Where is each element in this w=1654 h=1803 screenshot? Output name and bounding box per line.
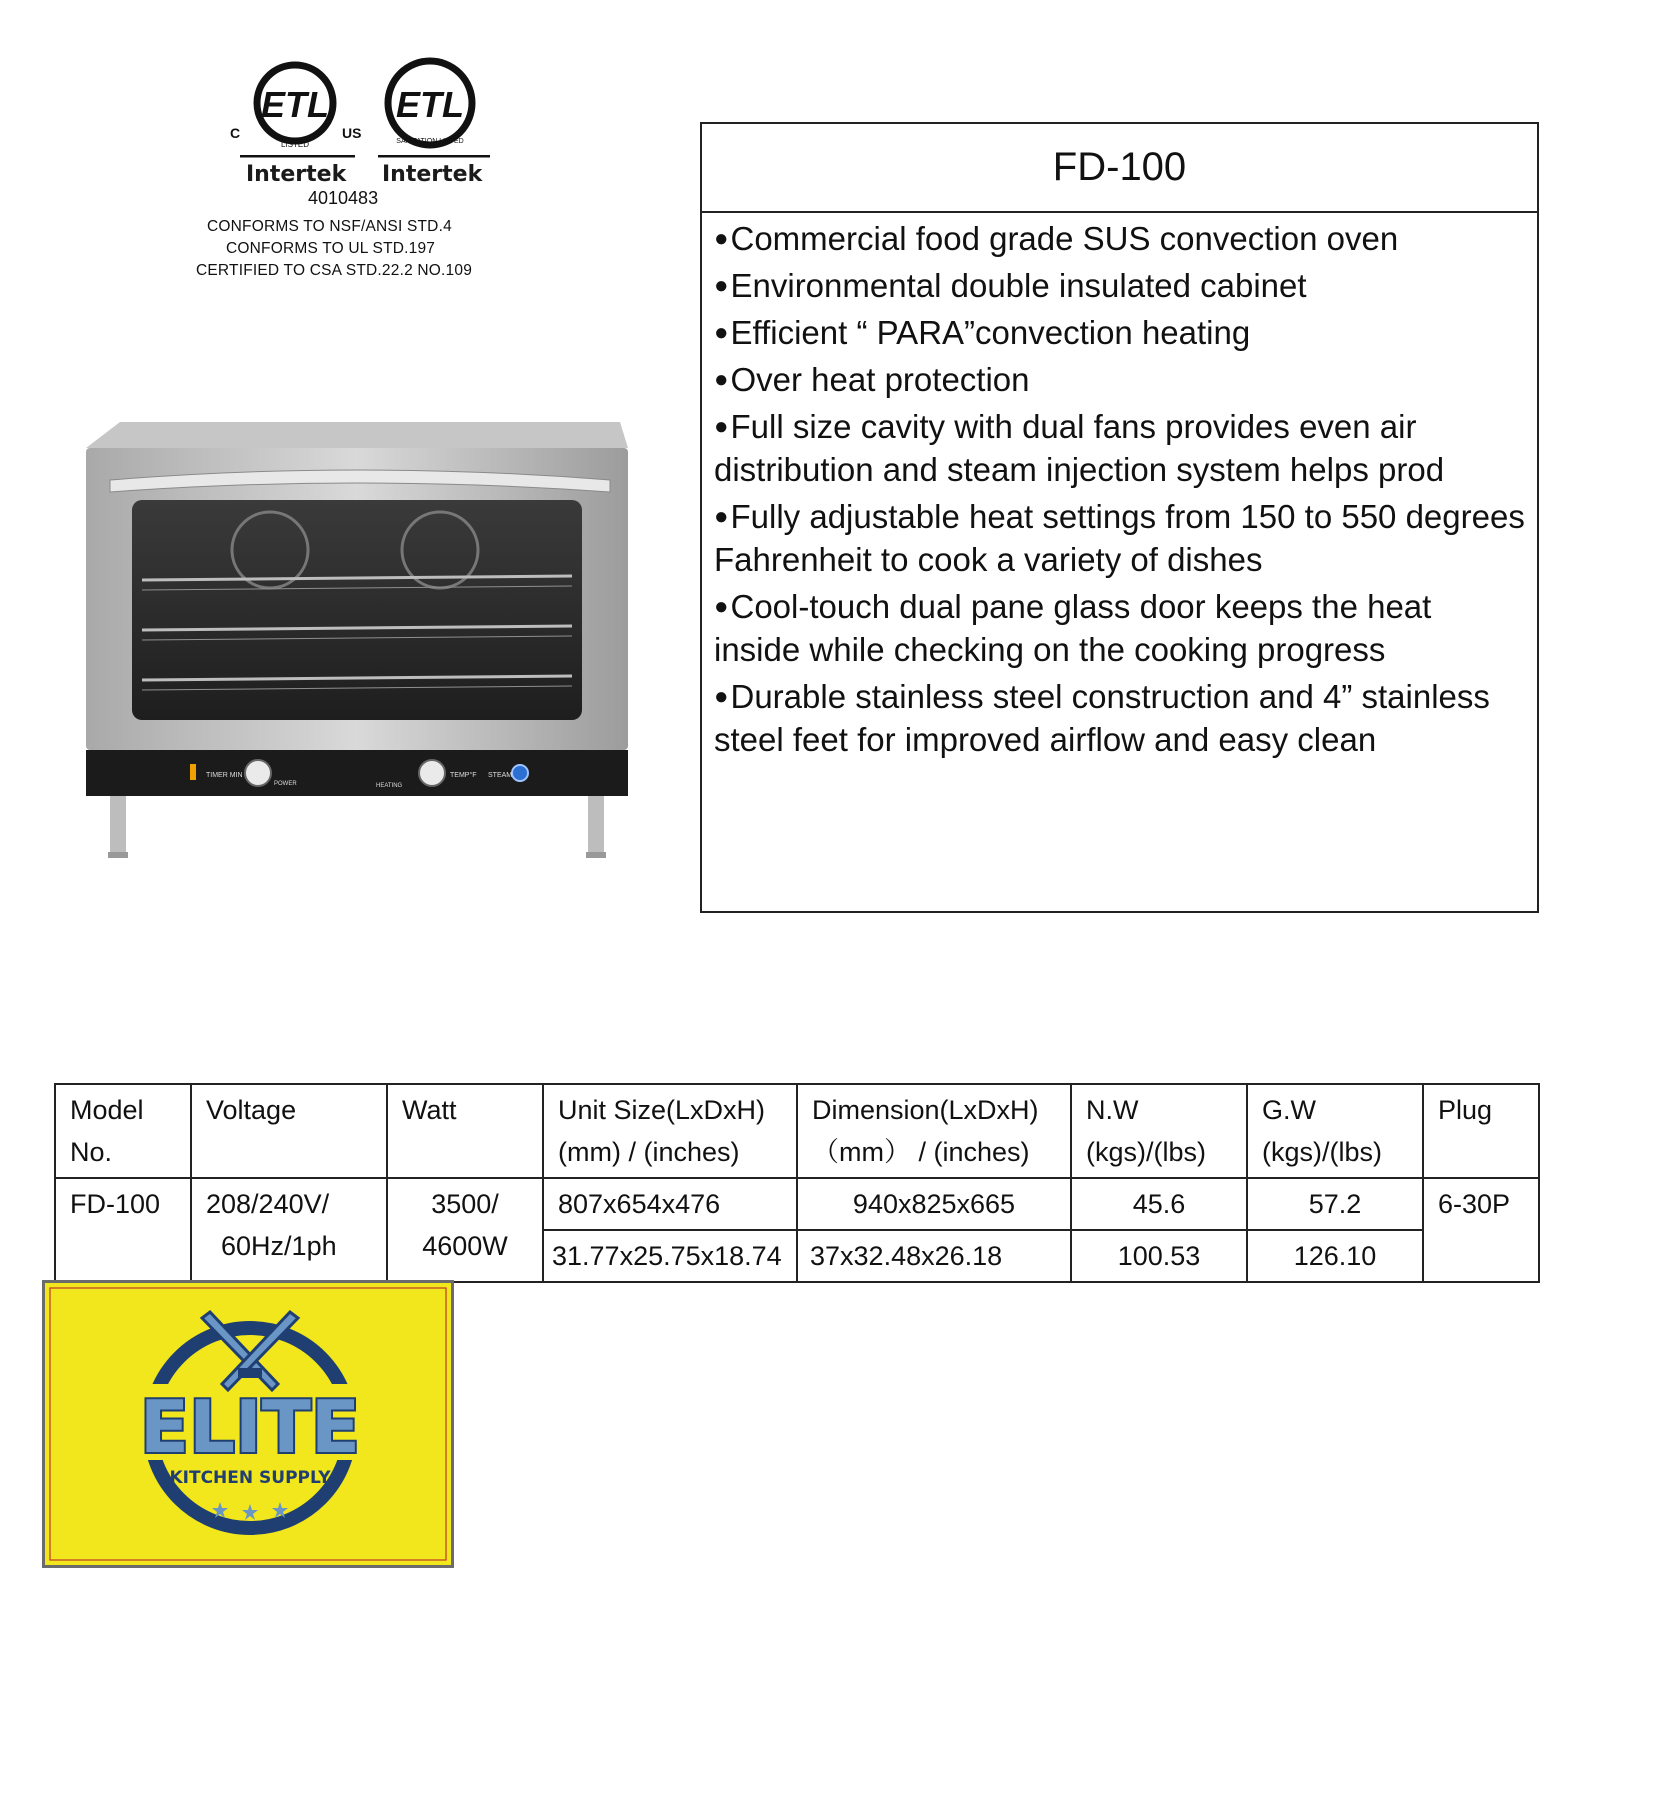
feature-item: ●Full size cavity with dual fans provides even air distribution and steam injection system helps prod [714,408,1445,488]
convection-oven-image [80,400,640,880]
svg-text:ETL: ETL [261,84,329,125]
header-plug: Plug [1423,1084,1539,1178]
svg-text:US: US [342,125,362,141]
feature-item: ●Environmental double insulated cabinet [714,267,1307,304]
cell-dimension-in: 37x32.48x26.18 [797,1230,1071,1282]
model-title: FD-100 [702,124,1537,213]
conformance-line: CONFORMS TO NSF/ANSI STD.4 [207,218,452,235]
cell-gross-weight-lb: 126.10 [1247,1230,1423,1282]
feature-item: ●Durable stainless steel construction and 4” stainless steel feet for improved airflow and easy clean [714,678,1490,758]
timer-label: TIMER MIN [206,772,243,779]
cell-net-weight-kg: 45.6 [1071,1178,1247,1230]
table-header-row [55,1084,1539,1178]
cell-net-weight-lb: 100.53 [1071,1230,1247,1282]
table-row [55,1178,1539,1230]
header-model: Model No. [55,1084,191,1178]
heating-label: HEATING [376,783,403,789]
etl-listed-mark [230,65,361,158]
svg-text:C: C [230,125,241,141]
feature-box [700,122,1539,913]
conformance-line: CONFORMS TO UL STD.197 [226,240,436,257]
cell-voltage: 208/240V/ 60Hz/1ph [191,1178,387,1282]
feature-list [702,213,1537,761]
temp-label: TEMP°F [450,772,477,779]
feature-item: ●Commercial food grade SUS convection oven [714,220,1399,257]
cell-dimension-mm: 940x825x665 [797,1178,1071,1230]
intertek-label: Intertek [382,162,483,187]
certification-marks [220,55,500,175]
header-net-weight: N.W (kgs)/(lbs) [1071,1084,1247,1178]
header-watt: Watt [387,1084,543,1178]
cell-plug: 6-30P [1423,1178,1539,1282]
feature-item: ●Efficient “ PARA”convection heating [714,314,1251,351]
header-dimension: Dimension(LxDxH) （mm） / (inches) [797,1084,1071,1178]
conformance-line: CERTIFIED TO CSA STD.22.2 NO.109 [196,262,473,279]
svg-text:LISTED: LISTED [280,140,310,149]
cell-gross-weight-kg: 57.2 [1247,1178,1423,1230]
spec-table [54,1083,1540,1283]
intertek-label: Intertek [246,162,347,187]
elite-kitchen-supply-logo [42,1280,454,1568]
svg-text:SANITATION LISTED: SANITATION LISTED [396,138,464,145]
header-unit-size: Unit Size(LxDxH) (mm) / (inches) [543,1084,797,1178]
steam-label: STEAM [488,772,513,779]
header-voltage: Voltage [191,1084,387,1178]
cell-unit-size-in: 31.77x25.75x18.74 [543,1230,797,1282]
cell-watt: 3500/ 4600W [387,1178,543,1282]
etl-sanitation-mark [378,61,490,158]
feature-item: ●Fully adjustable heat settings from 150 to 550 degrees Fahrenheit to cook a variety of dishes [714,498,1525,578]
cell-model: FD-100 [55,1178,191,1282]
brand-wordmark: ELITE [139,1385,361,1469]
feature-item: ●Over heat protection [714,361,1030,398]
certification-number: 4010483 [308,188,379,208]
cell-unit-size-mm: 807x654x476 [543,1178,797,1230]
svg-text:ETL: ETL [396,84,464,125]
brand-tagline: KITCHEN SUPPLY [169,1468,331,1488]
feature-item: ●Cool-touch dual pane glass door keeps the heat inside while checking on the cooking progress [714,588,1432,668]
power-label: POWER [274,781,297,787]
header-gross-weight: G.W (kgs)/(lbs) [1247,1084,1423,1178]
